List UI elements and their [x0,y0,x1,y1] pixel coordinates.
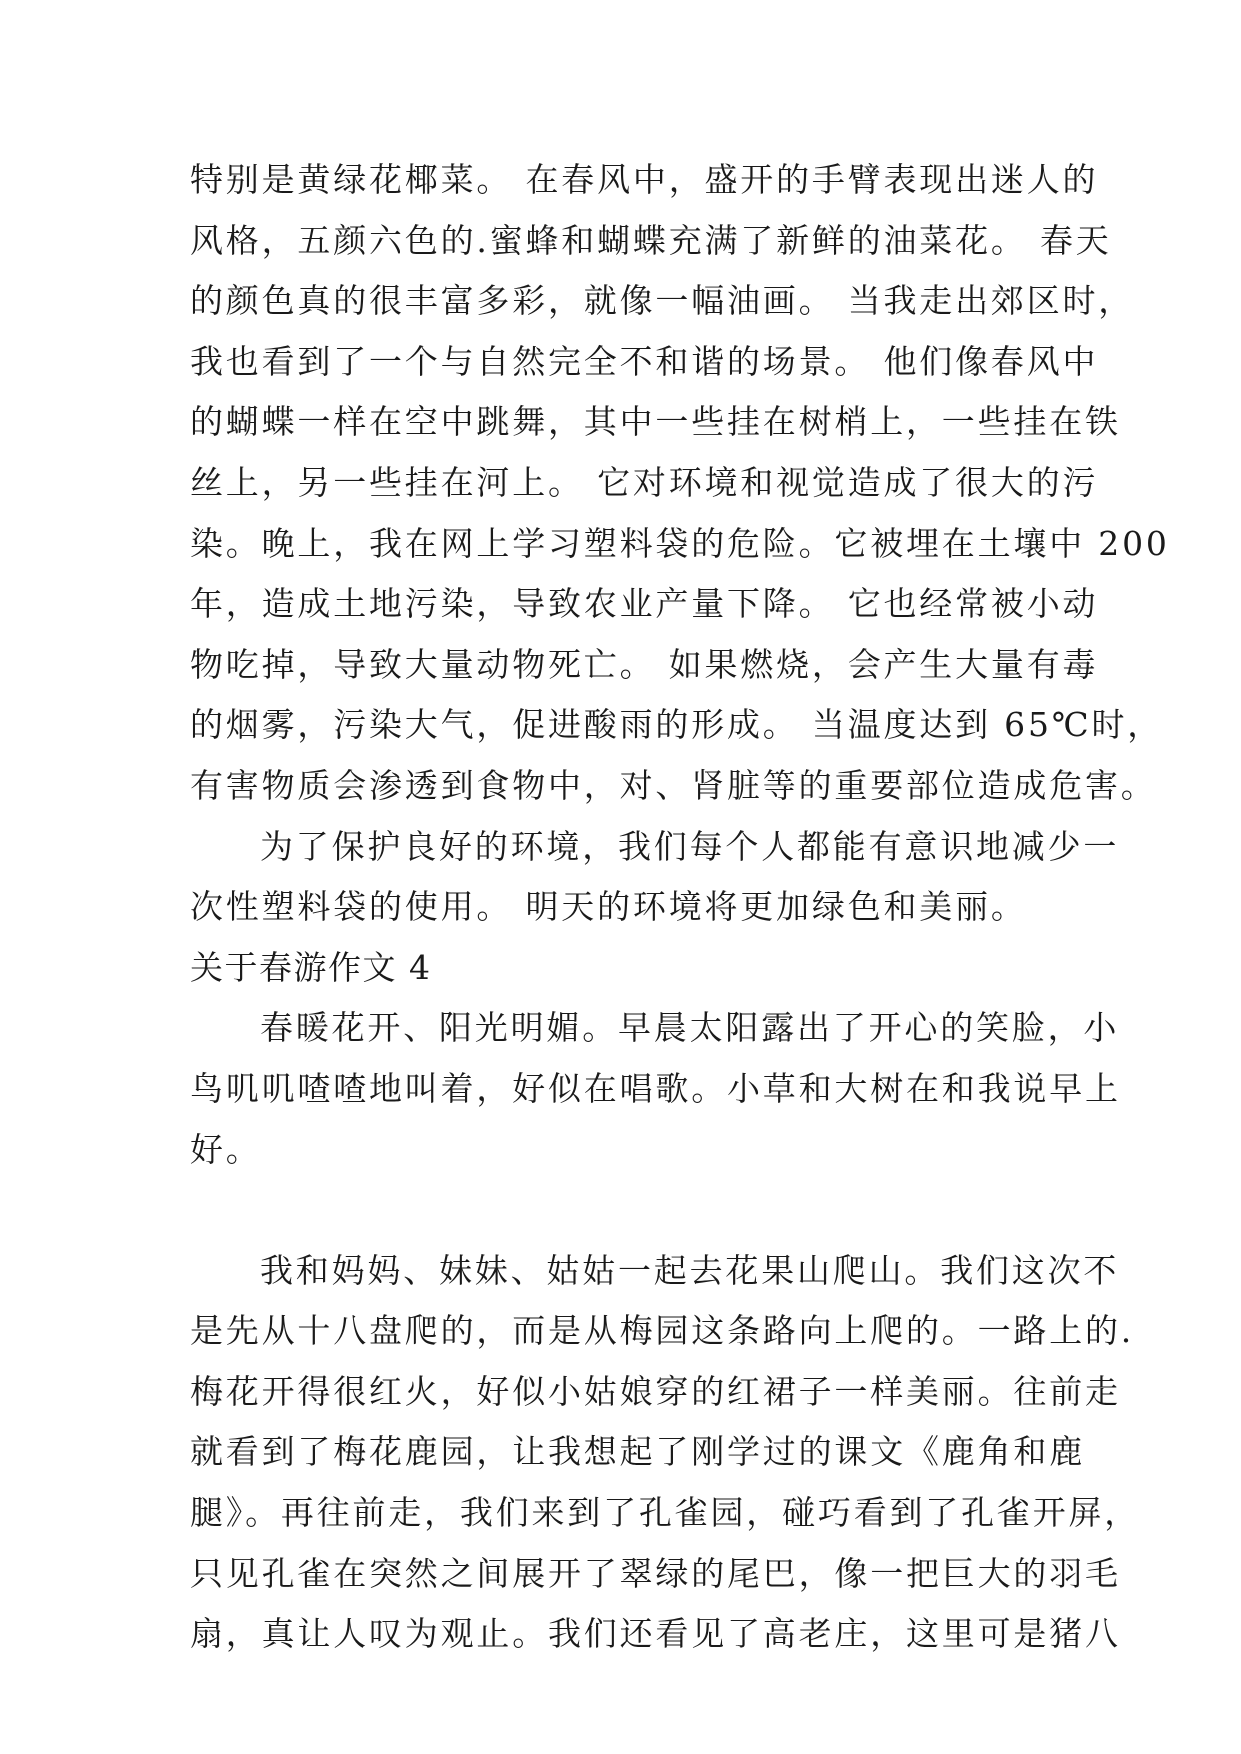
paragraph-line: 染。晚上，我在网上学习塑料袋的危险。它被埋在土壤中 200 [190,523,1170,563]
paragraph-line: 鸟叽叽喳喳地叫着，好似在唱歌。小草和大树在和我说早上 [190,1068,1121,1108]
paragraph-line: 风格，五颜六色的.蜜蜂和蝴蝶充满了新鲜的油菜花。 春天 [190,220,1112,260]
paragraph-line: 特别是黄绿花椰菜。 在春风中，盛开的手臂表现出迷人的 [190,160,1099,199]
paragraph-line: 好。 [190,1129,262,1169]
paragraph-line: 有害物质会渗透到食物中，对、肾脏等的重要部位造成危害。 [190,765,1157,805]
paragraph-line: 扇，真让人叹为观止。我们还看见了高老庄，这里可是猪八 [190,1614,1121,1654]
paragraph-line: 春暖花开、阳光明媚。早晨太阳露出了开心的笑脸，小 [260,1008,1120,1048]
paragraph-line: 为了保护良好的环境，我们每个人都能有意识地减少一 [260,826,1120,866]
paragraph-line: 我和妈妈、妹妹、姑姑一起去花果山爬山。我们这次不 [260,1250,1120,1290]
paragraph-line: 次性塑料袋的使用。 明天的环境将更加绿色和美丽。 [190,887,1027,927]
paragraph-line: 的烟雾，污染大气，促进酸雨的形成。 当温度达到 65℃时， [190,705,1164,745]
paragraph-line: 丝上，另一些挂在河上。 它对环境和视觉造成了很大的污 [190,462,1099,502]
paragraph-line: 就看到了梅花鹿园，让我想起了刚学过的课文《鹿角和鹿 [190,1432,1085,1472]
paragraph-line: 腿》。再往前走，我们来到了孔雀园，碰巧看到了孔雀开屏， [190,1493,1141,1533]
paragraph-line: 梅花开得很红火，好似小姑娘穿的红裙子一样美丽。往前走 [190,1371,1121,1411]
paragraph-line: 只见孔雀在突然之间展开了翠绿的尾巴，像一把巨大的羽毛 [190,1553,1121,1593]
paragraph-line: 的蝴蝶一样在空中跳舞，其中一些挂在树梢上，一些挂在铁 [190,402,1121,442]
paragraph-line: 的颜色真的很丰富多彩，就像一幅油画。 当我走出郊区时， [190,281,1135,321]
section-heading: 关于春游作文 4 [190,947,432,987]
paragraph-line: 物吃掉，导致大量动物死亡。 如果燃烧，会产生大量有毒 [190,644,1099,684]
paragraph-line: 我也看到了一个与自然完全不和谐的场景。 他们像春风中 [190,341,1099,381]
document-page [190,150,1170,1665]
blank-line [190,1180,1050,1241]
paragraph-line: 是先从十八盘爬的，而是从梅园这条路向上爬的。一路上的. [190,1311,1135,1351]
paragraph-line: 年，造成土地污染，导致农业产量下降。 它也经常被小动 [190,584,1099,624]
